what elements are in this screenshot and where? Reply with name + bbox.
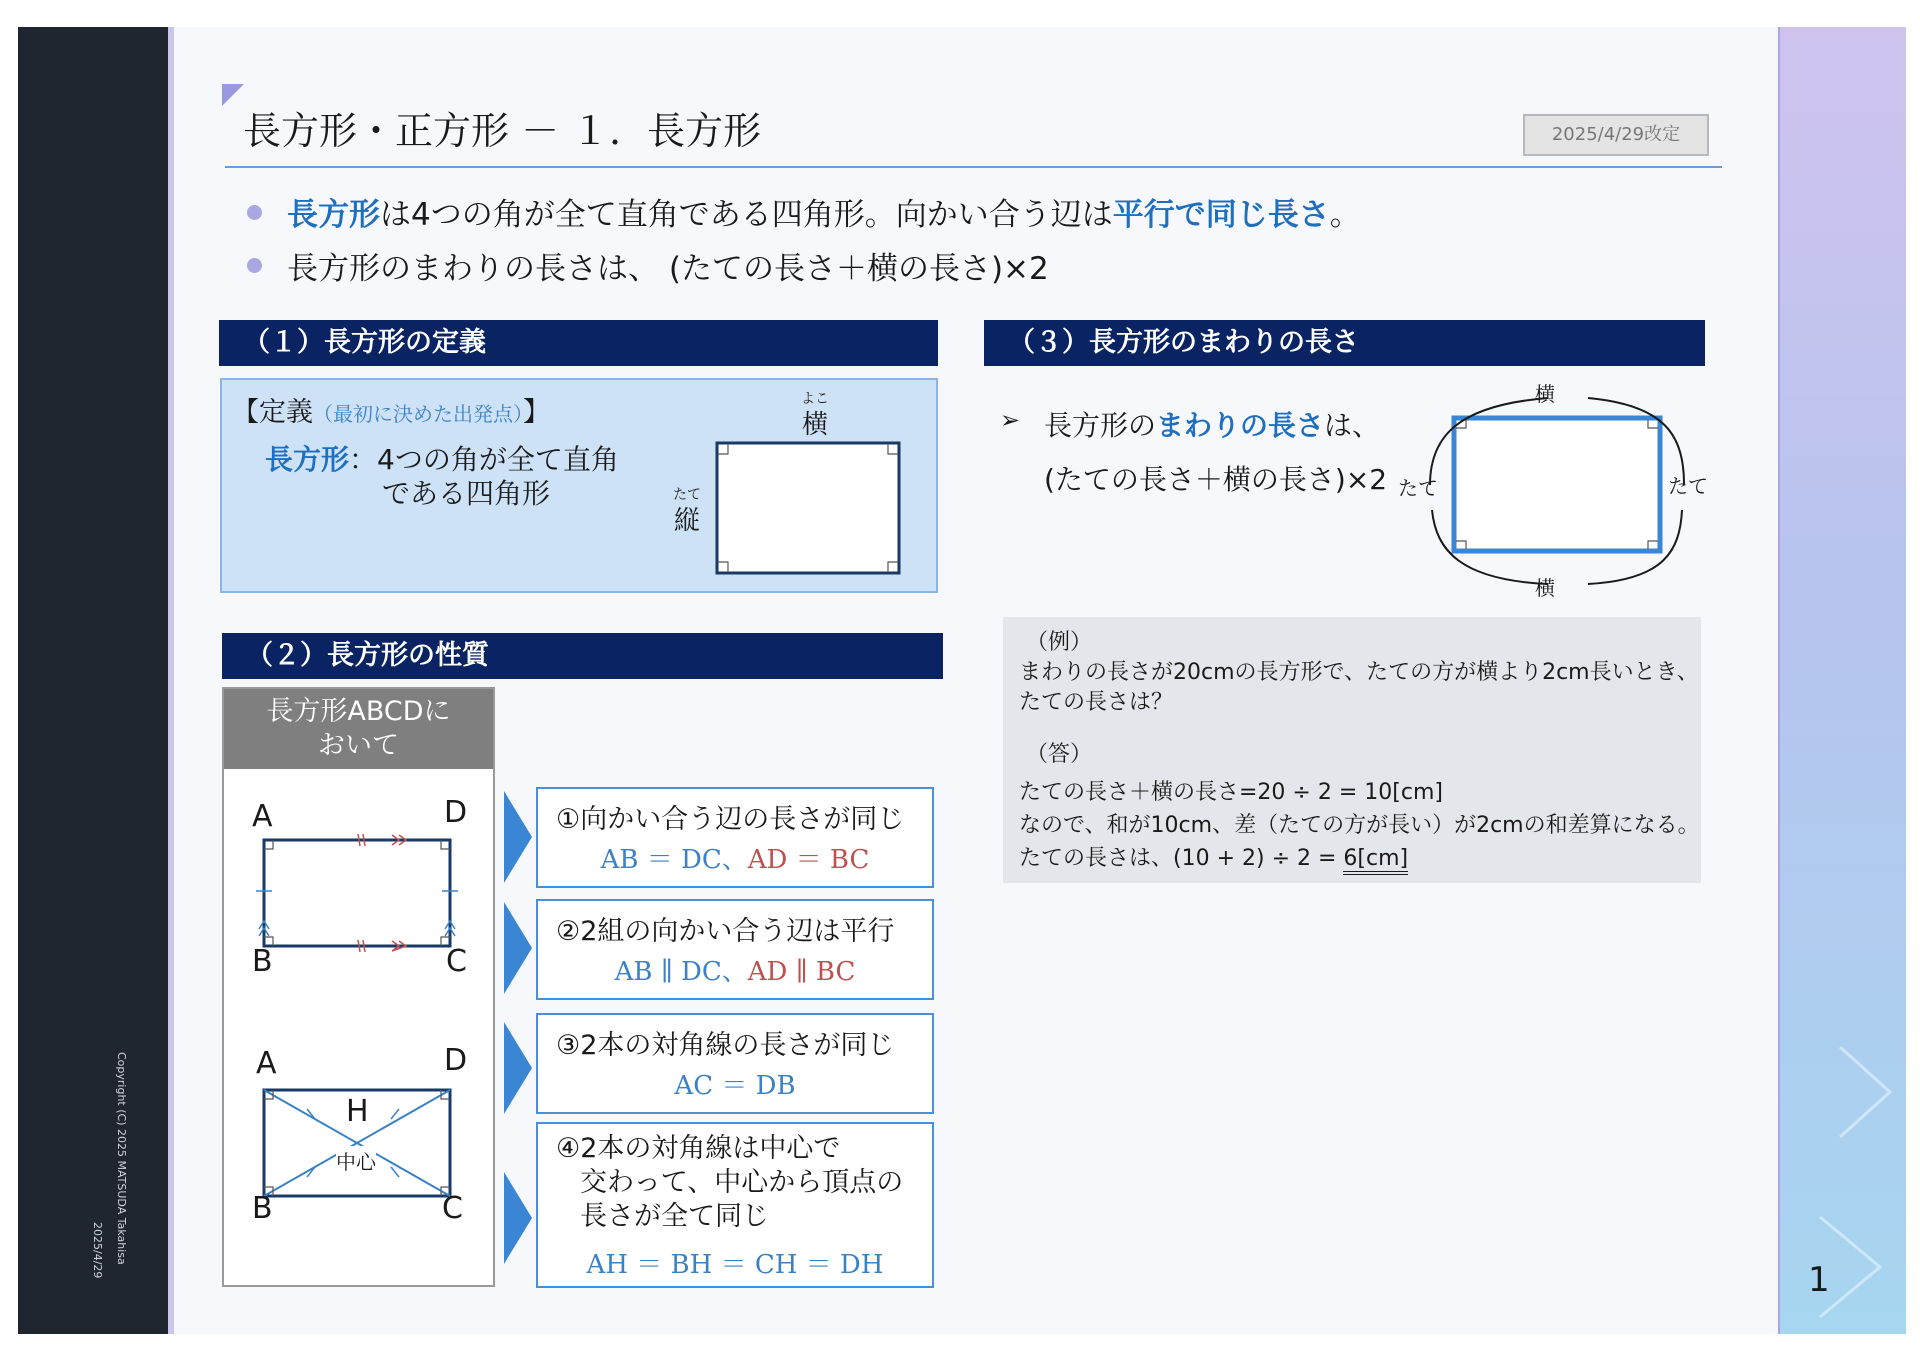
bullet-1-highlight: 長方形	[287, 197, 380, 233]
definition-note: （最初に決めた出発点）	[313, 402, 523, 426]
section-1-heading: （１）長方形の定義	[219, 320, 938, 366]
property-3-equation: AC ＝ DB	[674, 1071, 796, 1101]
property-4-title-line-2: 交わって、中心から頂点の	[580, 1167, 904, 1198]
example-question-1: まわりの長さが20cmの長方形で、たての方が横より2cm長いとき、	[1019, 660, 1699, 685]
definition-box	[220, 378, 938, 593]
property-box-2	[536, 899, 934, 1000]
rectangle-abcd-panel	[222, 687, 495, 1287]
property-1-eq-red: AD ＝ BC	[747, 845, 870, 875]
fig2-label-d: D	[444, 1043, 468, 1078]
revision-badge: 2025/4/29改定	[1523, 114, 1709, 156]
property-1-sep: 、	[721, 845, 748, 875]
property-4-title-line-3: 長さが全て同じ	[580, 1201, 769, 1232]
yoko-label: 横	[801, 410, 828, 440]
property-2-equation	[538, 951, 932, 988]
figure-sides	[256, 834, 458, 952]
arrow-right-icon	[504, 902, 532, 994]
copyright-text: Copyright (C) 2025 MATSUDA Takahisa	[115, 1052, 128, 1265]
fig2-label-h: H	[346, 1094, 369, 1129]
bullet-dot	[247, 258, 262, 273]
perimeter-label-right: たて	[1668, 474, 1708, 498]
perimeter-formula: (たての長さ＋横の長さ)×2	[1044, 463, 1388, 496]
fig1-label-a: A	[252, 799, 273, 834]
definition-close: 】	[523, 397, 550, 428]
property-box-3	[536, 1013, 934, 1114]
perimeter-diagram	[1420, 380, 1710, 600]
definition-desc-1: ：4つの角が全て直角	[349, 443, 619, 476]
arrow-right-icon	[504, 1022, 532, 1114]
property-3-title: ③2本の対角線の長さが同じ	[556, 1030, 895, 1061]
definition-rectangle	[714, 440, 904, 578]
fig1-label-c: C	[446, 944, 467, 979]
property-4-title	[556, 1132, 903, 1234]
panel-title-line-2: おいて	[318, 730, 399, 761]
definition-desc-2: である四角形	[382, 477, 551, 510]
perimeter-highlight: まわりの長さ	[1156, 409, 1325, 442]
right-decorative-panel	[1780, 27, 1906, 1334]
perimeter-text-2: は、	[1324, 409, 1381, 442]
fig2-label-c: C	[442, 1191, 463, 1226]
panel-title	[224, 689, 493, 769]
left-sidebar	[18, 27, 168, 1334]
example-label: （例）	[1026, 630, 1093, 655]
page-title: 長方形・正方形 － １．長方形	[243, 109, 762, 153]
perimeter-text-1: 長方形の	[1044, 409, 1157, 442]
arrow-right-icon	[504, 791, 532, 883]
perimeter-label-bottom: 横	[1535, 576, 1555, 600]
answer-result: 6[cm]	[1343, 846, 1408, 875]
fig1-label-d: D	[444, 795, 468, 830]
fig2-label-b: B	[252, 1191, 273, 1226]
sidebar-date: 2025/4/29	[91, 1222, 104, 1279]
tate-ruby: たて	[673, 487, 701, 503]
bullet-1-text: は4つの角が全て直角である四角形。向かい合う辺は	[380, 197, 1113, 233]
property-2-title: ②2組の向かい合う辺は平行	[556, 916, 895, 947]
section-3-heading: （３）長方形のまわりの長さ	[984, 320, 1705, 366]
title-corner-mark	[222, 84, 244, 106]
arrow-right-icon	[504, 1172, 532, 1264]
perimeter-label-left: たて	[1398, 476, 1438, 500]
panel-title-line-1: 長方形ABCDに	[266, 696, 451, 727]
property-box-4	[536, 1122, 934, 1288]
property-4-equation: AH ＝ BH ＝ CH ＝ DH	[586, 1250, 884, 1280]
property-1-title: ①向かい合う辺の長さが同じ	[556, 804, 905, 835]
bullet-1-text-end: 。	[1329, 197, 1361, 233]
fig2-center-label: 中心	[336, 1146, 376, 1175]
answer-line-3	[1019, 841, 1408, 872]
property-box-1	[536, 787, 934, 888]
property-1-equation	[538, 839, 932, 876]
bullet-1	[287, 189, 1361, 234]
page-number: 1	[1808, 1260, 1830, 1300]
example-box	[1003, 617, 1701, 883]
property-2-sep: 、	[721, 957, 748, 987]
decorative-chevrons	[1780, 27, 1906, 1334]
property-2-eq-red: AD ∥ BC	[747, 957, 856, 987]
fig2-label-a: A	[256, 1046, 277, 1081]
answer-line-3-prefix: たての長さは、(10 + 2) ÷ 2 =	[1019, 846, 1344, 871]
title-underline	[225, 166, 1722, 168]
perimeter-label-top: 横	[1535, 382, 1555, 406]
perimeter-text	[1044, 404, 1380, 444]
answer-line-1: たての長さ＋横の長さ=20 ÷ 2 = 10[cm]	[1019, 780, 1443, 805]
property-1-eq-blue: AB ＝ DC	[600, 845, 722, 875]
bullet-2: 長方形のまわりの長さは、 (たての長さ＋横の長さ)×2	[287, 251, 1049, 287]
section-2-heading: （２）長方形の性質	[222, 633, 943, 679]
yoko-ruby: よこ	[801, 391, 829, 407]
definition-open: 【定義	[232, 397, 313, 428]
answer-label: （答）	[1026, 742, 1093, 767]
left-sidebar-accent	[168, 27, 174, 1334]
bullet-dot	[247, 205, 262, 220]
definition-term: 長方形	[265, 443, 350, 476]
fig1-label-b: B	[252, 944, 273, 979]
property-4-title-line-1: ④2本の対角線は中心で	[556, 1133, 841, 1164]
tate-label: 縦	[673, 506, 700, 536]
property-2-eq-blue: AB ∥ DC	[614, 957, 722, 987]
marker-arrow-icon: ➢	[1000, 406, 1021, 434]
answer-line-2: なので、和が10cm、差（たての方が長い）が2cmの和差算になる。	[1019, 813, 1700, 838]
definition-label	[232, 390, 550, 429]
example-question-2: たての長さは？	[1019, 690, 1174, 715]
bullet-1-highlight-2: 平行で同じ長さ	[1112, 197, 1330, 233]
